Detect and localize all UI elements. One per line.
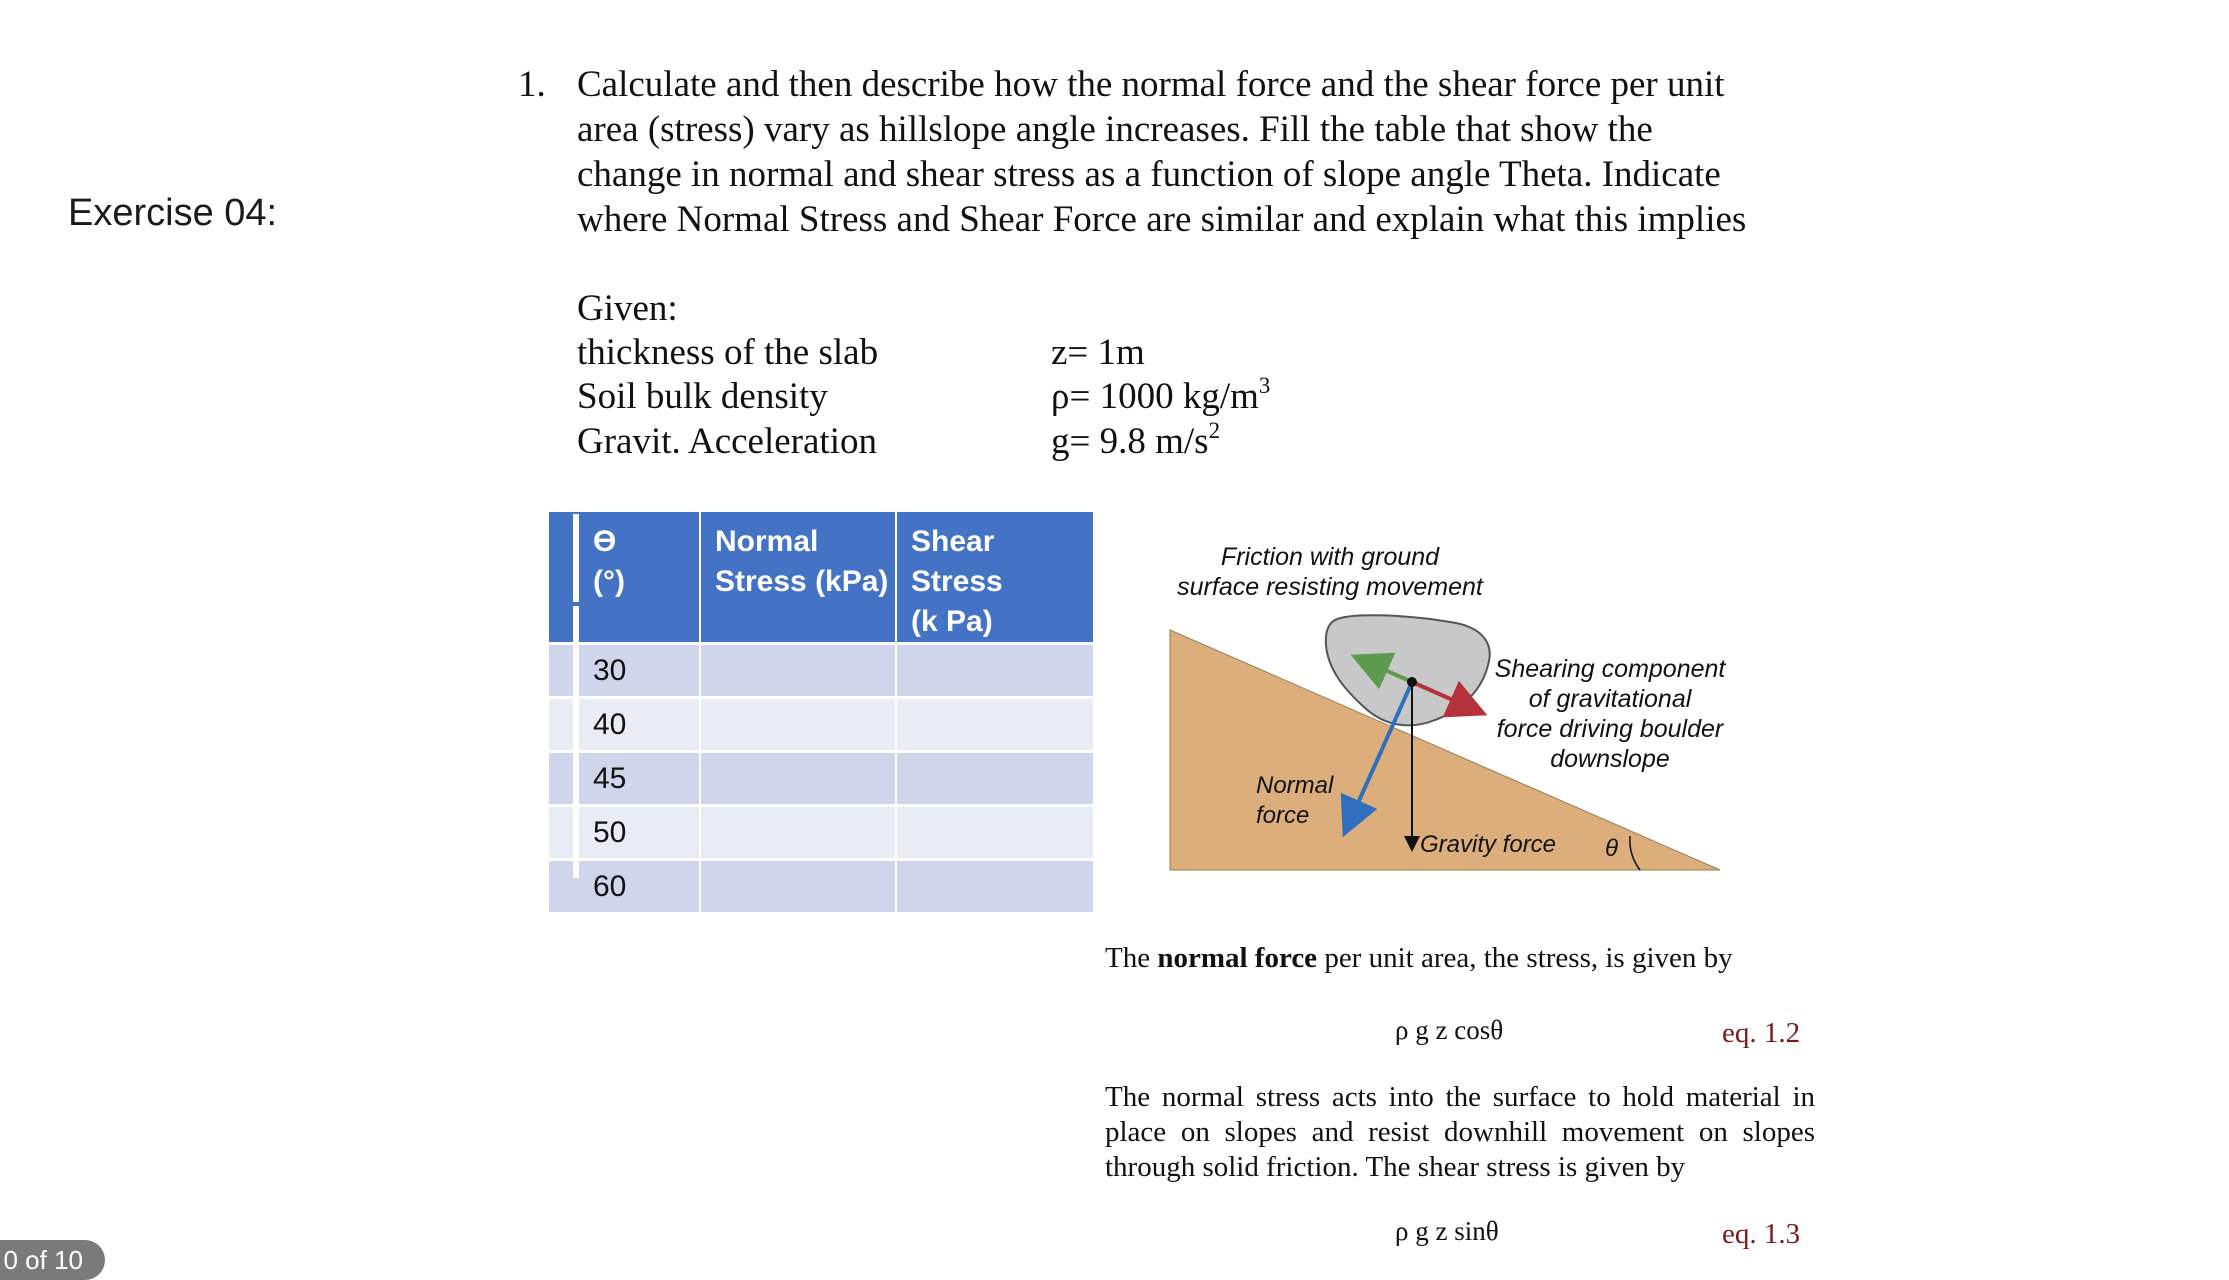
header-shear-stress: Shear Stress (k Pa) <box>897 512 1095 642</box>
cell-normal-stress[interactable] <box>701 642 897 696</box>
table-row <box>549 642 1095 696</box>
given-value-gravity: g= 9.8 $m/s^2$ <box>1051 418 1221 462</box>
question-line-1: Calculate and then describe how the normal force and the shear force per unit <box>577 64 1725 105</box>
given-label-gravity: Gravit. Acceleration <box>577 421 877 462</box>
normal-force-label-2: force <box>1256 802 1310 829</box>
cell-normal-stress[interactable] <box>701 750 897 804</box>
shear-label-4: downslope <box>1550 745 1670 773</box>
cell-shear-stress[interactable] <box>897 804 1095 858</box>
table-row <box>549 858 1095 912</box>
cell-shear-stress[interactable] <box>897 696 1095 750</box>
cell-theta: 60 <box>549 858 701 912</box>
given-value-thickness: z= 1m <box>1051 332 1145 373</box>
page-counter[interactable]: 0 of 10 <box>0 1240 105 1280</box>
equation-shear-label: eq. 1.3 <box>1722 1218 1801 1250</box>
cell-normal-stress[interactable] <box>701 804 897 858</box>
given-label-thickness: thickness of the slab <box>577 332 879 373</box>
center-point <box>1407 677 1417 687</box>
normal-force-label-1: Normal <box>1256 772 1334 799</box>
equation-shear: ρ g z sinθ <box>1395 1216 1499 1246</box>
cell-normal-stress[interactable] <box>701 858 897 912</box>
table-header-row <box>549 512 1095 642</box>
exercise-label: Exercise 04: <box>68 192 278 234</box>
table-left-accent-body <box>573 606 579 878</box>
table-left-accent <box>573 514 579 602</box>
cell-theta: 30 <box>549 642 701 696</box>
hillslope-diagram <box>1150 530 1750 890</box>
cell-shear-stress[interactable] <box>897 858 1095 912</box>
cell-shear-stress[interactable] <box>897 750 1095 804</box>
cell-shear-stress[interactable] <box>897 642 1095 696</box>
question-line-2: area (stress) vary as hillslope angle increases. Fill the table that show the <box>577 109 1653 150</box>
gravity-force-label: Gravity force <box>1420 831 1557 858</box>
header-theta: ϴ (°) <box>549 512 701 642</box>
given-value-density: ρ= 1000 $kg/m^3$ <box>1051 373 1271 417</box>
shear-label-3: force driving boulder <box>1496 715 1724 743</box>
given-label-density: Soil bulk density <box>577 376 828 417</box>
table-row <box>549 804 1095 858</box>
cell-theta: 50 <box>549 804 701 858</box>
equation-normal: ρ g z cosθ <box>1395 1015 1504 1045</box>
question-line-4: where Normal Stress and Shear Force are similar and explain what this implies <box>577 199 1747 240</box>
stress-table <box>549 512 1095 912</box>
friction-label-2: surface resisting movement <box>1177 573 1483 601</box>
friction-label-1: Friction with ground <box>1220 543 1440 571</box>
table-row <box>549 696 1095 750</box>
cell-theta: 40 <box>549 696 701 750</box>
given-title: Given: <box>577 288 678 329</box>
question-line-3: change in normal and shear stress as a function of slope angle Theta. Indicate <box>577 154 1721 195</box>
normal-force-intro: The normal force per unit area, the stress, is given by <box>1105 942 1733 974</box>
shear-label-2: of gravitational <box>1528 685 1692 713</box>
cell-normal-stress[interactable] <box>701 696 897 750</box>
question-number: 1. <box>518 64 546 105</box>
table-row <box>549 750 1095 804</box>
cell-theta: 45 <box>549 750 701 804</box>
theta-label: θ <box>1605 835 1619 862</box>
header-normal-stress: Normal Stress (kPa) <box>701 512 897 642</box>
equation-normal-label: eq. 1.2 <box>1722 1017 1801 1049</box>
stress-paragraph: The normal stress acts into the surface to hold material in place on slopes and resist downhill movement on slopes through solid friction. The shear stress is given by <box>1105 1081 1815 1183</box>
shear-label-1: Shearing component <box>1494 655 1726 683</box>
